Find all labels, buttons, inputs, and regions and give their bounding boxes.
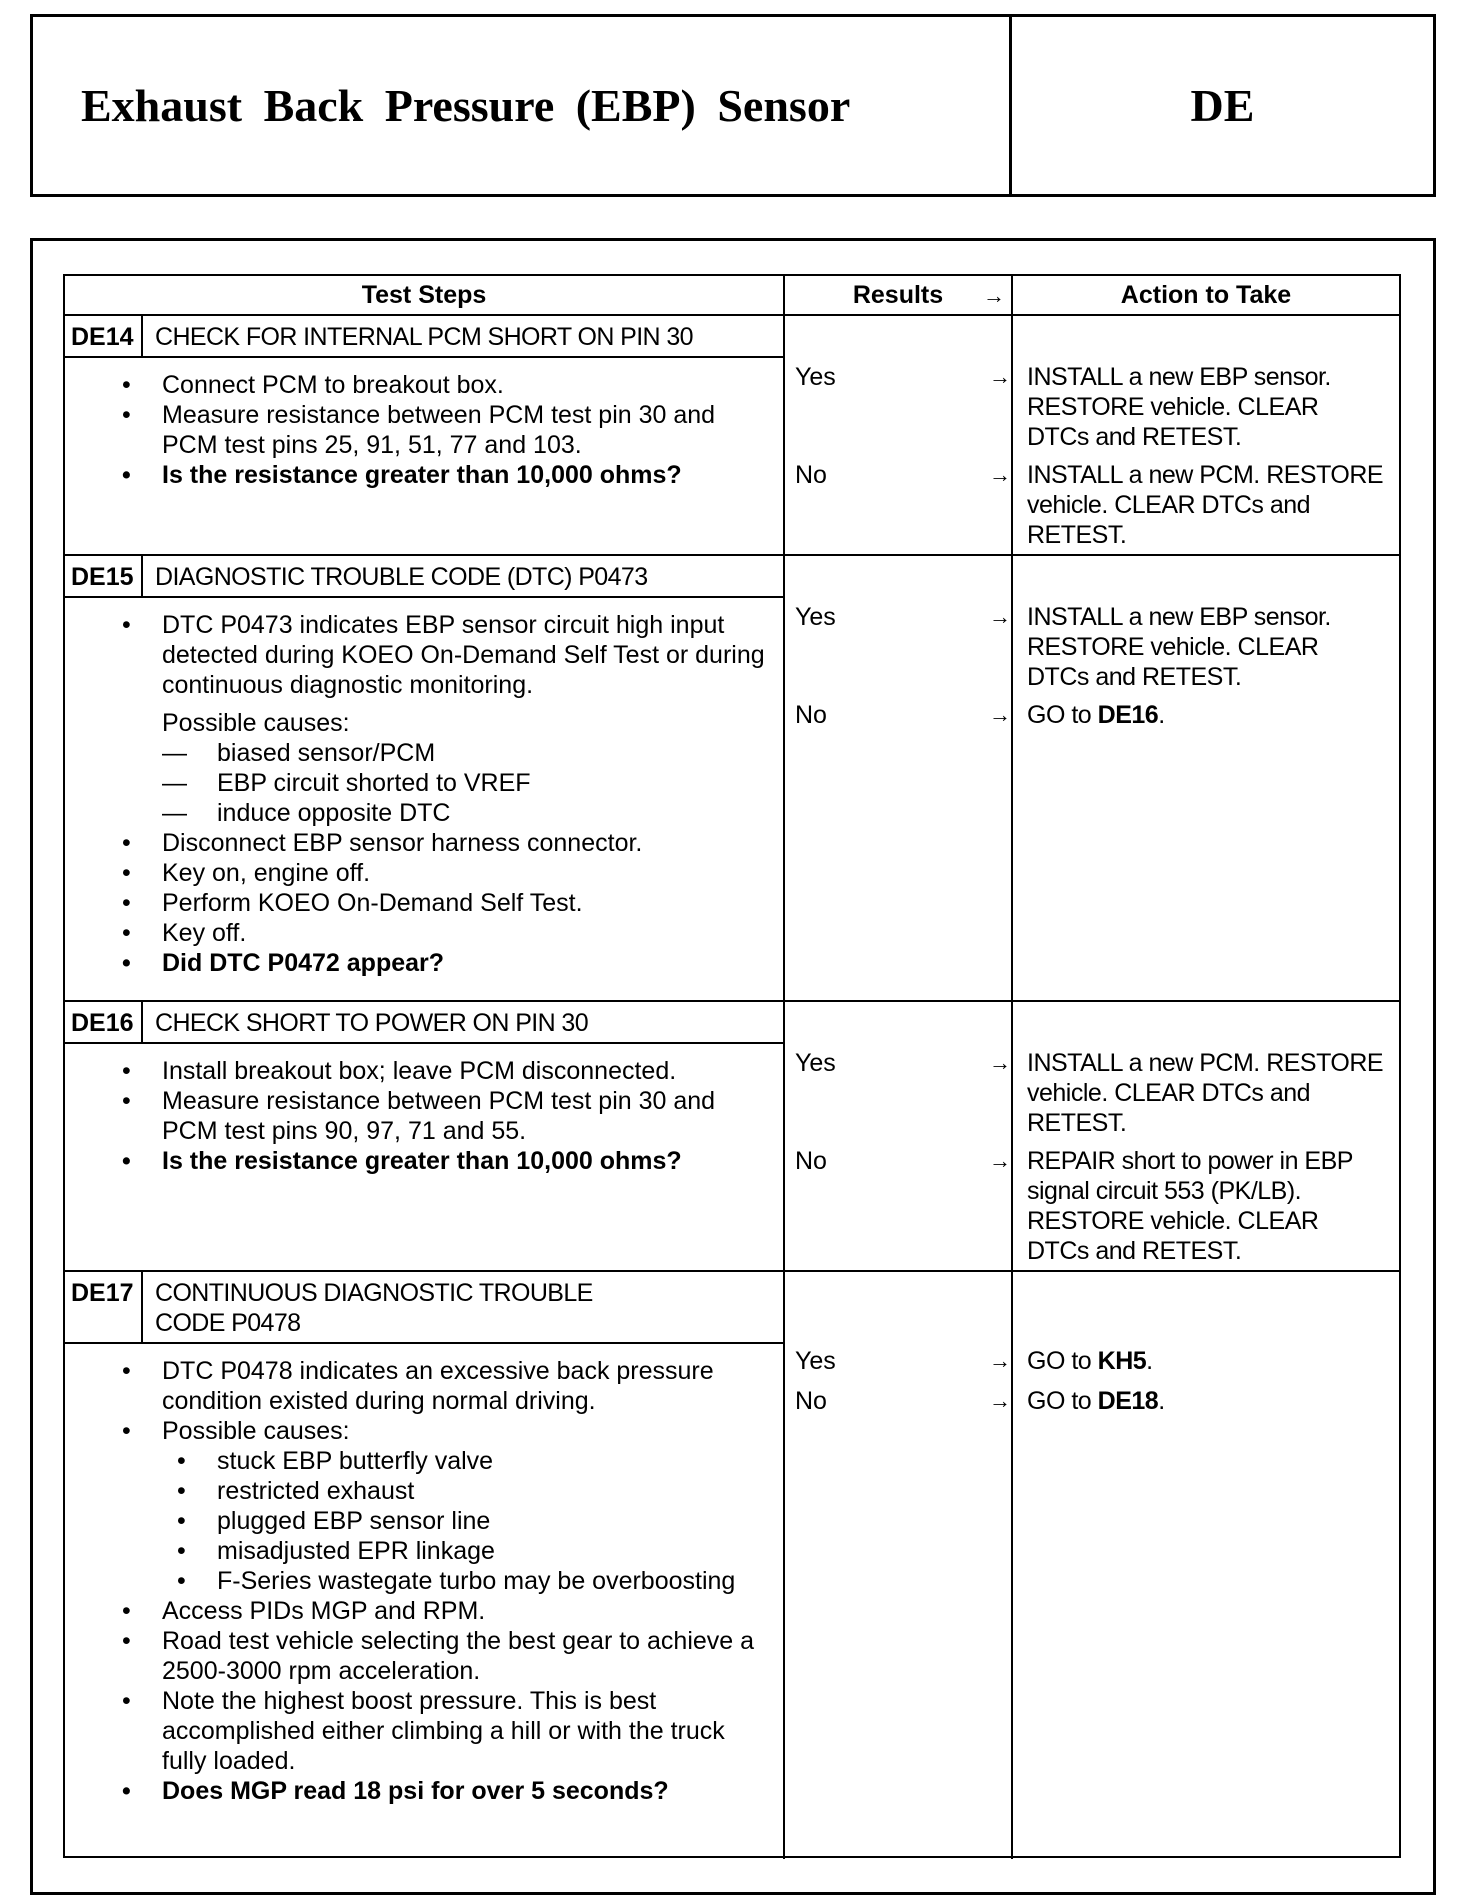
action-yes: [1027, 1346, 1385, 1376]
bullet-item: • Key on, engine off.: [162, 858, 773, 888]
diagnostic-table: [63, 274, 1401, 1858]
step-de14: [65, 316, 785, 556]
step-bullets: [65, 1344, 783, 1806]
result-label: No: [795, 1387, 827, 1415]
result-label: No: [795, 1147, 827, 1175]
result-no: [795, 1386, 1011, 1416]
action-no: [1027, 1386, 1385, 1416]
arrow-icon: →: [989, 1388, 1011, 1413]
step-title: CHECK SHORT TO POWER ON PIN 30: [155, 1009, 589, 1037]
bullet-item: • Access PIDs MGP and RPM.: [162, 1596, 773, 1626]
title-box: [30, 14, 1436, 197]
result-label: No: [795, 461, 827, 489]
causes-list: [162, 738, 783, 828]
cause-item: — EBP circuit shorted to VREF: [217, 768, 783, 798]
cause-item: • restricted exhaust: [217, 1476, 773, 1506]
header-action: Action to Take: [1013, 276, 1399, 316]
step-id: DE14: [65, 316, 143, 356]
bullet-item: • Road test vehicle selecting the best gear to achieve a 2500-3000 rpm acceleration.: [162, 1626, 773, 1686]
header-results: [785, 276, 1013, 316]
step-header: [65, 556, 784, 598]
result-yes: [795, 362, 1011, 392]
result-no: [795, 460, 1011, 490]
bullet-item: • Disconnect EBP sensor harness connector.: [162, 828, 773, 858]
step-bullets: [65, 828, 783, 978]
results-de16: [785, 1002, 1013, 1272]
causes-label: Possible causes:: [162, 1417, 350, 1445]
result-label: Yes: [795, 603, 836, 631]
bullet-item: • Key off.: [162, 918, 773, 948]
bullet-item: • Note the highest boost pressure. This is best accomplished either climbing a hill or with the truck fully loaded.: [162, 1686, 773, 1776]
cause-item: — biased sensor/PCM: [217, 738, 783, 768]
arrow-icon: →: [989, 364, 1011, 389]
step-id: DE17: [65, 1272, 143, 1342]
result-label: Yes: [795, 1347, 836, 1375]
bullet-item: • Perform KOEO On-Demand Self Test.: [162, 888, 773, 918]
cause-item: • plugged EBP sensor line: [217, 1506, 773, 1536]
step-de16: [65, 1002, 785, 1272]
bullet-item: [162, 610, 773, 700]
actions-de15: [1013, 556, 1399, 1002]
arrow-icon: →: [983, 283, 1005, 308]
step-title: CONTINUOUS DIAGNOSTIC TROUBLE CODE P0478: [155, 1279, 593, 1337]
result-yes: [795, 1346, 1011, 1376]
results-de15: [785, 556, 1013, 1002]
header-test-steps: Test Steps: [65, 276, 785, 316]
arrow-icon: →: [989, 1348, 1011, 1373]
arrow-icon: →: [989, 1050, 1011, 1075]
bullet-item: [162, 1416, 773, 1596]
results-de14: [785, 316, 1013, 556]
step-bullets: [65, 358, 783, 490]
step-de15: [65, 556, 785, 1002]
section-code: DE: [1190, 80, 1255, 131]
bullet-item: • Connect PCM to breakout box.: [162, 370, 773, 400]
cause-item: — induce opposite DTC: [217, 798, 783, 828]
question-item: • Did DTC P0472 appear?: [162, 948, 773, 978]
actions-de16: [1013, 1002, 1399, 1272]
action-suffix: .: [1158, 1387, 1165, 1415]
result-no: [795, 1146, 1011, 1176]
arrow-icon: →: [989, 604, 1011, 629]
action-yes: INSTALL a new EBP sensor. RESTORE vehicle. CLEAR DTCs and RETEST.: [1027, 603, 1331, 691]
step-bullets: [65, 598, 783, 700]
cause-item: • F-Series wastegate turbo may be overboosting: [217, 1566, 773, 1596]
result-no: [795, 700, 1011, 730]
step-header: [65, 316, 784, 358]
cause-item: • stuck EBP butterfly valve: [217, 1446, 773, 1476]
causes-label: Possible causes:: [162, 709, 350, 737]
results-de17: [785, 1272, 1013, 1859]
step-id: DE15: [65, 556, 143, 596]
causes-list: [162, 1446, 773, 1596]
header-results-label: Results: [852, 280, 944, 309]
question-item: • Does MGP read 18 psi for over 5 seconds?: [162, 1776, 773, 1806]
step-bullets: [65, 1044, 783, 1176]
step-de17: [65, 1272, 785, 1859]
action-yes: INSTALL a new EBP sensor. RESTORE vehicle. CLEAR DTCs and RETEST.: [1027, 363, 1331, 451]
step-header: [65, 1272, 784, 1344]
result-label: Yes: [795, 1049, 836, 1077]
bullet-item: • Install breakout box; leave PCM disconnected.: [162, 1056, 773, 1086]
step-id: DE16: [65, 1002, 143, 1042]
page-title: Exhaust Back Pressure (EBP) Sensor: [33, 17, 1012, 194]
step-reference: DE18: [1097, 1387, 1159, 1415]
result-label: No: [795, 701, 827, 729]
action-suffix: .: [1158, 701, 1165, 729]
result-label: Yes: [795, 363, 836, 391]
arrow-icon: →: [989, 1148, 1011, 1173]
bullet-item: • DTC P0478 indicates an excessive back pressure condition existed during normal driving.: [162, 1356, 773, 1416]
causes-block: [65, 708, 783, 828]
result-yes: [795, 1048, 1011, 1078]
step-title: CHECK FOR INTERNAL PCM SHORT ON PIN 30: [155, 323, 693, 351]
action-suffix: .: [1146, 1347, 1153, 1375]
result-yes: [795, 602, 1011, 632]
arrow-icon: →: [989, 462, 1011, 487]
action-no: [1027, 700, 1385, 730]
action-text: GO to: [1027, 1347, 1092, 1375]
step-title: DIAGNOSTIC TROUBLE CODE (DTC) P0473: [155, 563, 648, 591]
action-no: REPAIR short to power in EBP signal circuit 553 (PK/LB). RESTORE vehicle. CLEAR DTCs and RETEST.: [1027, 1147, 1353, 1265]
action-text: GO to: [1027, 701, 1092, 729]
action-text: GO to: [1027, 1387, 1092, 1415]
actions-de14: [1013, 316, 1399, 556]
question-item: • Is the resistance greater than 10,000 ohms?: [162, 460, 773, 490]
cause-item: • misadjusted EPR linkage: [217, 1536, 773, 1566]
bullet-item: • Measure resistance between PCM test pin 30 and PCM test pins 90, 97, 71 and 55.: [162, 1086, 773, 1146]
question-item: • Is the resistance greater than 10,000 ohms?: [162, 1146, 773, 1176]
arrow-icon: →: [989, 702, 1011, 727]
bullet-item: • Measure resistance between PCM test pin 30 and PCM test pins 25, 91, 51, 77 and 103.: [162, 400, 773, 460]
step-reference: DE16: [1097, 701, 1159, 729]
step-header: [65, 1002, 784, 1044]
action-yes: INSTALL a new PCM. RESTORE vehicle. CLEAR DTCs and RETEST.: [1027, 1049, 1384, 1137]
action-no: INSTALL a new PCM. RESTORE vehicle. CLEAR DTCs and RETEST.: [1027, 461, 1384, 549]
step-reference: KH5: [1097, 1347, 1147, 1375]
actions-de17: [1013, 1272, 1399, 1859]
bullet-text: DTC P0473 indicates EBP sensor circuit high input detected during KOEO On-Demand Self Test or during continuous diagnostic monitoring.: [162, 611, 765, 699]
